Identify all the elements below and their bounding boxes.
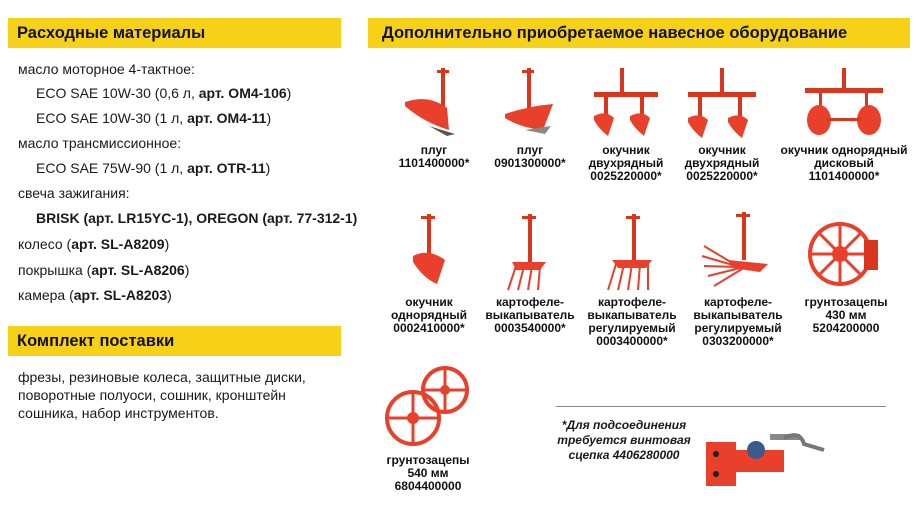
wheel-lug-icon <box>383 360 473 452</box>
kit-contents: фрезы, резиновые колеса, защитные диски, поворотные полуоси, сошник, кронштейн сошника, набор инструментов. <box>18 369 306 421</box>
equipment-item-hiller-disc: окучник однорядный дисковый 1101400000* <box>778 64 910 183</box>
note-divider <box>556 406 886 407</box>
engine-oil-label: масло моторное 4-тактное: <box>18 61 195 77</box>
equipment-item-digger-2: картофеле-выкапыватель регулируемый 0003400000* <box>580 210 684 348</box>
consumables-header <box>8 18 341 48</box>
spark-label: свеча зажигания: <box>18 185 130 201</box>
potato-digger-icon <box>698 210 778 294</box>
tube-line: камера (арт. SL-A8203) <box>18 287 172 303</box>
kit-title: Комплект поставки <box>17 332 175 350</box>
plough-icon <box>495 64 565 142</box>
engine-oil-item-2: ECO SAE 10W-30 (1 л, арт. OM4-11) <box>36 110 272 126</box>
tire-line: покрышка (арт. SL-A8206) <box>18 262 190 278</box>
equipment-header <box>368 18 910 48</box>
hiller-disc-icon <box>799 64 889 142</box>
equipment-item-digger-1: картофеле-выкапыватель 0003540000* <box>484 210 576 335</box>
equipment-item-lug-430: грунтозацепы 430 мм 5204200000 <box>796 210 896 335</box>
potato-digger-icon <box>500 210 560 294</box>
equipment-item-hiller-double-2: окучник двухрядный 0025220000* <box>676 64 768 183</box>
equipment-item-plough-2: плуг 0901300000* <box>484 64 576 170</box>
equipment-item-hiller-single: окучник однорядный 0002410000* <box>378 210 480 335</box>
trans-oil-item-1: ECO SAE 75W-90 (1 л, арт. OTR-11) <box>36 160 271 176</box>
screw-hitch-icon <box>700 420 830 496</box>
equipment-title: Дополнительно приобретаемое навесное оборудование <box>382 24 848 42</box>
equipment-item-plough-1: плуг 1101400000* <box>388 64 480 170</box>
trans-oil-label: масло трансмиссионное: <box>18 135 182 151</box>
hiller-single-icon <box>399 210 459 294</box>
consumables-title: Расходные материалы <box>17 24 206 42</box>
equipment-item-hiller-double-1: окучник двухрядный 0025220000* <box>580 64 672 183</box>
potato-digger-icon <box>602 210 662 294</box>
equipment-item-lug-540: грунтозацепы 540 мм 6804400000 <box>376 360 480 493</box>
wheel-line: колесо (арт. SL-A8209) <box>18 236 170 252</box>
equipment-item-digger-3: картофеле-выкапыватель регулируемый 0303200000* <box>686 210 790 348</box>
wheel-lug-icon <box>806 210 886 294</box>
plough-icon <box>399 64 469 142</box>
hiller-double-icon <box>682 64 762 142</box>
hitch-image <box>700 420 830 496</box>
spark-item-1: BRISK (арт. LR15YC-1), OREGON (арт. 77-312-1) <box>36 210 358 226</box>
hiller-double-icon <box>586 64 666 142</box>
engine-oil-item-1: ECO SAE 10W-30 (0,6 л, арт. OM4-106) <box>36 85 292 101</box>
hitch-note: *Для подсоединения требуется винтовая сцепка 4406280000 <box>557 418 691 462</box>
kit-header <box>8 326 341 356</box>
